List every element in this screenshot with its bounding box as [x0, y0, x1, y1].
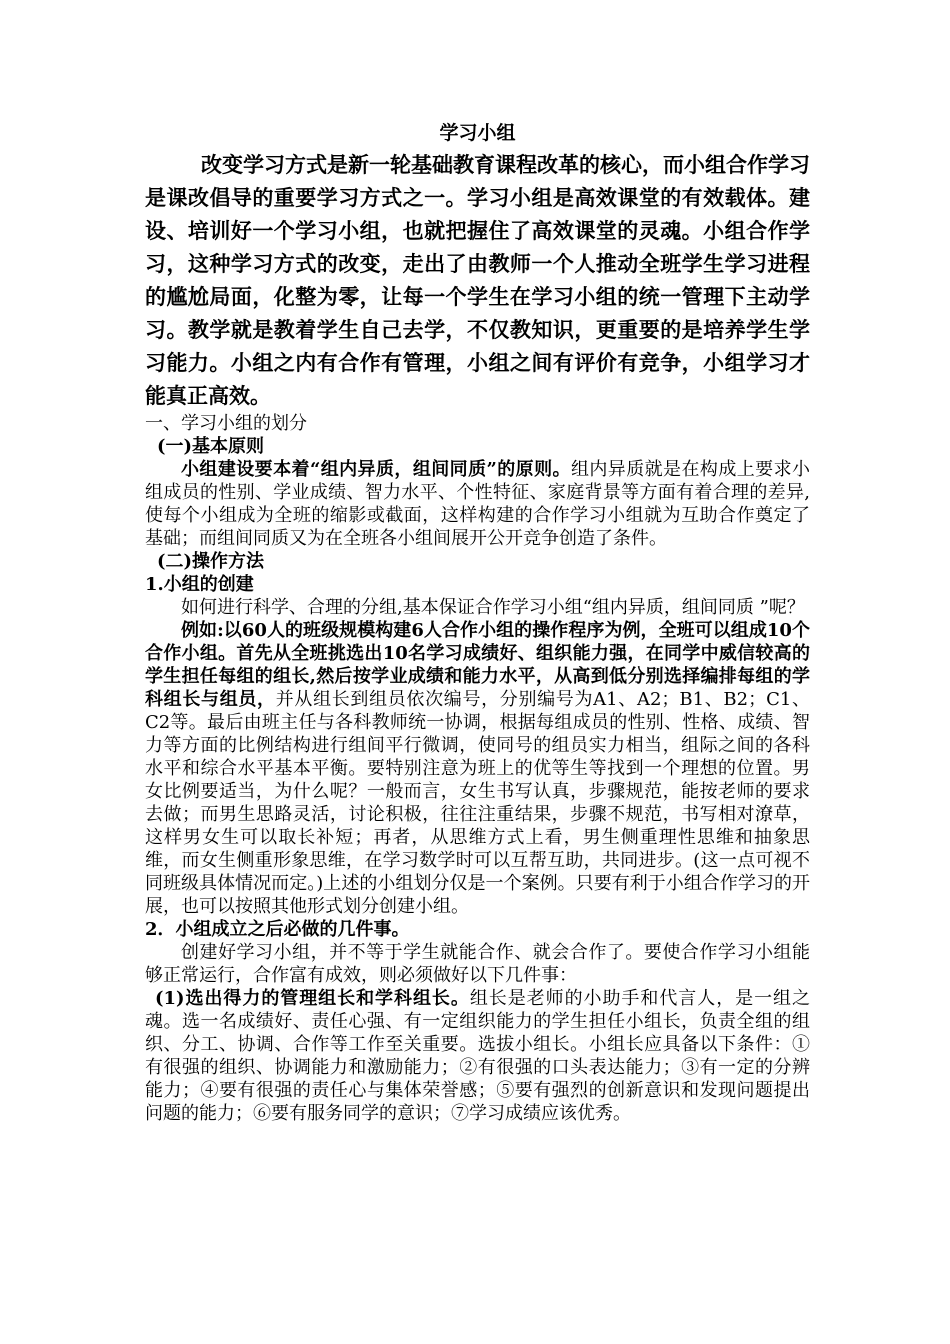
item-1-bold-text: (1)选出得力的管理组长和学科组长。 [155, 988, 470, 1009]
principle-text: 组内异质就是在构成上要求小组成员的性别、学业成绩、智力水平、个性特征、家庭背景等方面有着合理的差异,使每个小组成为全班的缩影或截面，这样构建的合作学习小组就为互助合作奠定了基础；而组间同质又为在全班各小组间展开公开竞争创造了条件。 [145, 459, 810, 549]
example-text: 并从组长到组员依次编号，分别编号为A1、A2；B1、B2；C1、C2等。最后由班主任与各科教师统一协调，根据每组成员的性别、性格、成绩、智力等方面的比例结构进行组间平行微调，使同号的组员实力相当，组际之间的各科水平和综合水平基本平衡。要特别注意为班上的优等生等找到一个理想的位置。男女比例要适当，为什么呢？一般而言，女生书写认真，步骤规范，能按老师的要求去做；而男生思路灵活，讨论积极，往往注重结果，步骤不规范，书写相对潦草，这样男女生可以取长补短；再者，从思维方式上看，男生侧重理性思维和抽象思维，而女生侧重形象思维，在学习数学时可以互帮互助，共同进步。(这一点可视不同班级具体情况而定。)上述的小组划分仅是一个案例。只要有利于小组合作学习的开展，也可以按照其他形式划分创建小组。 [145, 689, 811, 917]
principle-bold-text: 小组建设要本着“组内异质，组间同质”的原则。 [181, 459, 571, 480]
step2-paragraph: 创建好学习小组，并不等于学生就能合作、就会合作了。要使合作学习小组能够正常运行，合作富有成效，则必须做好以下几件事： [145, 942, 810, 986]
subsection-heading-principle: (一)基本原则 [157, 436, 265, 457]
step-heading-2: 2．小组成立之后必做的几件事。 [145, 919, 410, 940]
item-1-paragraph [145, 987, 810, 1125]
intro-paragraph: 改变学习方式是新一轮基础教育课程改革的核心，而小组合作学习是课改倡导的重要学习方式之一。学习小组是高效课堂的有效载体。建设、培训好一个学习小组，也就把握住了高效课堂的灵魂。小组合作学习，这种学习方式的改变，走出了由教师一个人推动全班学生学习进程的尴尬局面，化整为零，让每一个学生在学习小组的统一管理下主动学习。教学就是教着学生自己去学，不仅教知识，更重要的是培养学生学习能力。小组之内有合作有管理，小组之间有评价有竞争，小组学习才能真正高效。 [145, 152, 810, 408]
document-page [145, 118, 810, 1125]
section-heading-1: 一、学习小组的划分 [145, 413, 307, 434]
step1-question: 如何进行科学、合理的分组,基本保证合作学习小组“组内异质，组间同质 ”呢？ [181, 597, 805, 618]
item-1-text: 组长是老师的小助手和代言人，是一组之魂。选一名成绩好、责任心强、有一定组织能力的学生担任小组长，负责全组的组织、分工、协调、合作等工作至关重要。选拔小组长。小组长应具备以下条件：①有很强的组织、协调能力和激励能力；②有很强的口头表达能力；③有一定的分辨能力；④要有很强的责任心与集体荣誉感；⑤要有强烈的创新意识和发现问题提出问题的能力；⑥要有服务同学的意识；⑦学习成绩应该优秀。 [145, 988, 811, 1124]
step-heading-1: 1.小组的创建 [145, 574, 254, 595]
example-paragraph [145, 619, 810, 918]
doc-title: 学习小组 [439, 122, 516, 144]
principle-paragraph [145, 458, 810, 550]
subsection-heading-method: (二)操作方法 [157, 551, 265, 572]
example-bold-text: 例如:以60人的班级规模构建6人合作小组的操作程序为例，全班可以组成10个合作小组。首先从全班挑选出10名学习成绩好、组织能力强，在同学中威信较高的学生担任每组的组长,然后按学业成绩和能力水平，从高到低分别选择编排每组的学科组长与组员， [145, 620, 810, 710]
